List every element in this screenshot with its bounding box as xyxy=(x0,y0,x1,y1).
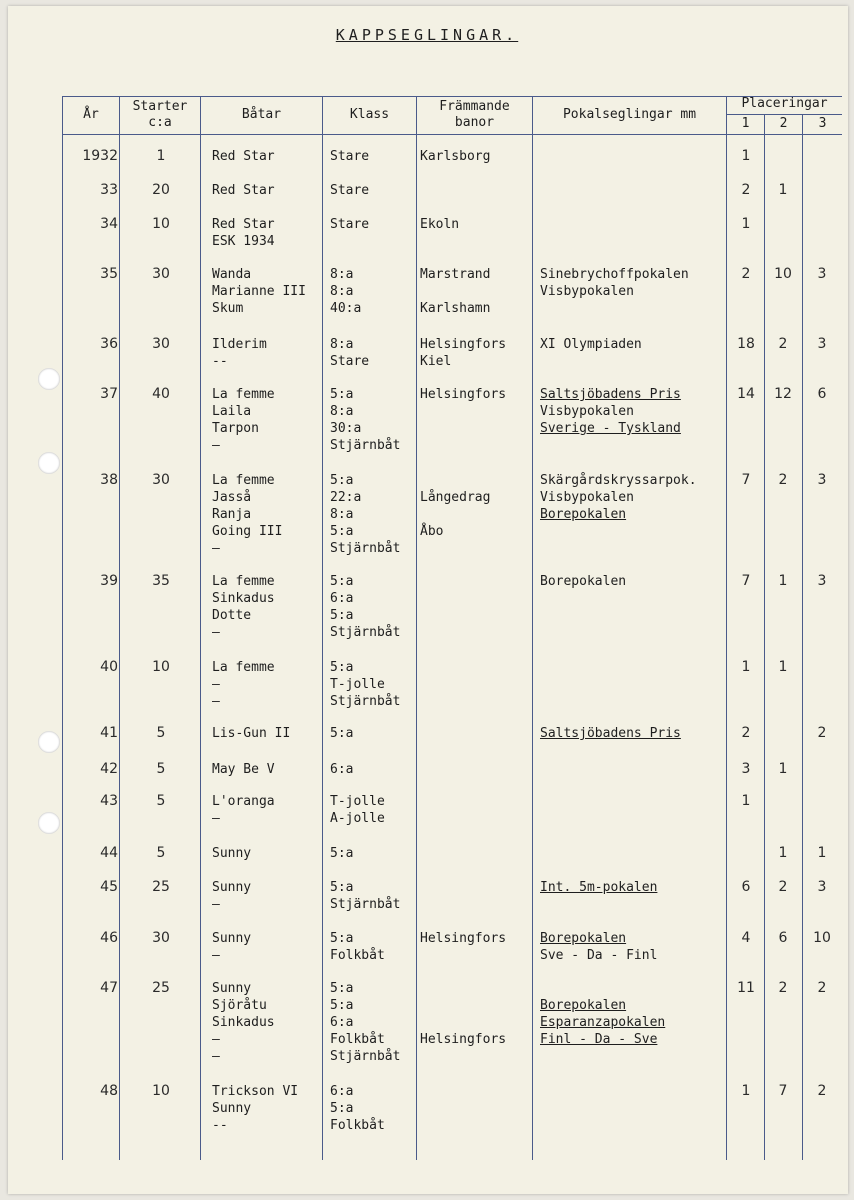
placing-1-cell: 7 xyxy=(741,472,751,488)
trophy-cell-line: Saltsjöbadens Pris xyxy=(540,387,681,402)
placing-1-cell: 7 xyxy=(741,573,751,589)
class-cell-line: Stare xyxy=(330,183,370,198)
placing-1-cell: 6 xyxy=(741,879,751,895)
placing-2-cell: 1 xyxy=(778,761,788,777)
starter-cell: 5 xyxy=(156,761,166,777)
foreign-course-cell xyxy=(420,216,530,233)
trophy-cell xyxy=(540,336,726,353)
placing-2-cell: 6 xyxy=(778,930,788,946)
boat-cell-line: — xyxy=(212,897,220,912)
boat-cell-line: — xyxy=(212,438,220,453)
year-cell: 37 xyxy=(100,386,118,402)
placing-1-cell: 2 xyxy=(741,182,751,198)
header-place-2: 2 xyxy=(779,116,788,131)
boat-cell-line: ESK 1934 xyxy=(212,234,275,249)
class-cell-line: 6:a xyxy=(330,1084,354,1099)
year-cell: 42 xyxy=(100,761,118,777)
header-place-1: 1 xyxy=(741,116,750,131)
boat-cell-line: Sunny xyxy=(212,846,252,861)
starter-cell: 30 xyxy=(152,472,170,488)
column-divider xyxy=(532,96,533,1160)
class-cell-line: 5:a xyxy=(330,473,354,488)
trophy-cell xyxy=(540,573,726,590)
boat-cell-line: Marianne III xyxy=(212,284,306,299)
foreign-course-cell xyxy=(420,980,530,1048)
trophy-cell-line: Skärgårdskryssarpok. xyxy=(540,473,697,488)
boat-cell xyxy=(212,336,322,370)
column-divider xyxy=(726,96,727,1160)
trophy-cell-line: Visbypokalen xyxy=(540,284,634,299)
class-cell-line: Stare xyxy=(330,149,370,164)
boat-cell-line: Sinkadus xyxy=(212,591,275,606)
class-cell xyxy=(330,1083,415,1134)
boat-cell-line: — xyxy=(212,625,220,640)
class-cell xyxy=(330,793,415,827)
boat-cell xyxy=(212,386,322,454)
class-cell-line: 5:a xyxy=(330,931,354,946)
year-cell: 43 xyxy=(100,793,118,809)
header-klass: Klass xyxy=(349,107,390,122)
boat-cell xyxy=(212,879,322,913)
class-cell-line: 5:a xyxy=(330,1101,354,1116)
trophy-cell-line xyxy=(540,980,726,997)
class-cell-line: Folkbåt xyxy=(330,1118,385,1133)
trophy-cell xyxy=(540,980,726,1048)
foreign-course-cell xyxy=(420,472,530,540)
boat-cell xyxy=(212,573,322,641)
placing-1-cell: 1 xyxy=(741,793,751,809)
class-cell-line: Stjärnbåt xyxy=(330,694,401,709)
placing-1-cell: 1 xyxy=(741,1083,751,1099)
class-cell xyxy=(330,472,415,557)
class-cell-line: 5:a xyxy=(330,726,354,741)
year-cell: 33 xyxy=(100,182,118,198)
boat-cell xyxy=(212,182,322,199)
placing-1-cell: 1 xyxy=(741,216,751,232)
boat-cell-line: Sjöråtu xyxy=(212,998,267,1013)
year-cell: 39 xyxy=(100,573,118,589)
placing-2-cell: 12 xyxy=(774,386,792,402)
boat-cell-line: Sunny xyxy=(212,931,252,946)
starter-cell: 40 xyxy=(152,386,170,402)
table-header-rule xyxy=(62,134,842,135)
trophy-cell xyxy=(540,725,726,742)
foreign-course-cell-line: Helsingfors xyxy=(420,387,507,402)
class-cell-line: 5:a xyxy=(330,660,354,675)
boat-cell xyxy=(212,725,322,742)
class-cell xyxy=(330,216,415,233)
trophy-cell-line: Borepokalen xyxy=(540,574,627,589)
class-cell xyxy=(330,573,415,641)
foreign-course-cell-line xyxy=(420,980,530,997)
starter-cell: 1 xyxy=(156,148,166,164)
trophy-cell-line: Borepokalen xyxy=(540,998,627,1013)
year-cell: 45 xyxy=(100,879,118,895)
binder-hole xyxy=(38,812,60,834)
class-cell-line: 22:a xyxy=(330,490,362,505)
placing-3-cell: 6 xyxy=(817,386,827,402)
placing-1-cell: 2 xyxy=(741,266,751,282)
foreign-course-cell-line: Långedrag xyxy=(420,490,491,505)
placing-3-cell: 1 xyxy=(817,845,827,861)
boat-cell-line: Jasså xyxy=(212,490,252,505)
class-cell-line: 5:a xyxy=(330,981,354,996)
placing-2-cell: 2 xyxy=(778,879,788,895)
placing-3-cell: 10 xyxy=(813,930,831,946)
boat-cell-line: Sinkadus xyxy=(212,1015,275,1030)
class-cell-line: 8:a xyxy=(330,404,354,419)
boat-cell xyxy=(212,266,322,317)
year-cell: 46 xyxy=(100,930,118,946)
foreign-course-cell-line: Karlsborg xyxy=(420,149,491,164)
boat-cell-line: Trickson VI xyxy=(212,1084,299,1099)
foreign-course-cell xyxy=(420,148,530,165)
boat-cell-line: Laila xyxy=(212,404,252,419)
class-cell-line: T-jolle xyxy=(330,794,385,809)
boat-cell-line: La femme xyxy=(212,660,275,675)
class-cell-line: 8:a xyxy=(330,284,354,299)
year-cell: 35 xyxy=(100,266,118,282)
placing-3-cell: 3 xyxy=(817,573,827,589)
trophy-cell xyxy=(540,266,726,300)
year-cell: 48 xyxy=(100,1083,118,1099)
year-cell: 47 xyxy=(100,980,118,996)
class-cell-line: 8:a xyxy=(330,267,354,282)
class-cell-line: Stjärnbåt xyxy=(330,897,401,912)
class-cell xyxy=(330,148,415,165)
foreign-course-cell-line: Åbo xyxy=(420,524,444,539)
placing-2-cell: 1 xyxy=(778,845,788,861)
class-cell xyxy=(330,266,415,317)
class-cell-line: Stjärnbåt xyxy=(330,625,401,640)
placing-2-cell: 1 xyxy=(778,659,788,675)
starter-cell: 25 xyxy=(152,879,170,895)
boat-cell-line: Lis-Gun II xyxy=(212,726,291,741)
placing-3-cell: 3 xyxy=(817,472,827,488)
trophy-cell-line: Int. 5m-pokalen xyxy=(540,880,658,895)
boat-cell xyxy=(212,930,322,964)
binder-hole xyxy=(38,368,60,390)
placing-1-cell: 4 xyxy=(741,930,751,946)
boat-cell-line: Ilderim xyxy=(212,337,267,352)
class-cell xyxy=(330,182,415,199)
placing-1-cell: 11 xyxy=(737,980,755,996)
header-pokalseglingar: Pokalseglingar mm xyxy=(562,107,697,122)
boat-cell-line: Wanda xyxy=(212,267,252,282)
column-divider xyxy=(416,96,417,1160)
placing-2-cell: 2 xyxy=(778,980,788,996)
class-cell-line: 6:a xyxy=(330,1015,354,1030)
foreign-course-cell-line xyxy=(420,1014,530,1031)
boat-cell-line: Sunny xyxy=(212,1101,252,1116)
boat-cell-line: L'oranga xyxy=(212,794,275,809)
boat-cell-line: — xyxy=(212,948,220,963)
placing-3-cell: 3 xyxy=(817,266,827,282)
year-cell: 41 xyxy=(100,725,118,741)
starter-cell: 35 xyxy=(152,573,170,589)
class-cell-line: 40:a xyxy=(330,301,362,316)
boat-cell-line: -- xyxy=(212,1118,228,1133)
starter-cell: 10 xyxy=(152,659,170,675)
foreign-course-cell-line xyxy=(420,997,530,1014)
placing-3-cell: 2 xyxy=(817,1083,827,1099)
class-cell-line: 5:a xyxy=(330,880,354,895)
class-cell xyxy=(330,761,415,778)
boat-cell xyxy=(212,980,322,1065)
year-cell: 44 xyxy=(100,845,118,861)
table-top-rule xyxy=(62,96,842,97)
header-place-3: 3 xyxy=(818,116,827,131)
binder-hole xyxy=(38,452,60,474)
boat-cell-line: Red Star xyxy=(212,217,275,232)
column-divider xyxy=(62,96,63,1160)
year-cell: 38 xyxy=(100,472,118,488)
foreign-course-cell-line: Ekoln xyxy=(420,217,460,232)
foreign-course-cell-line xyxy=(420,506,530,523)
trophy-cell-line: Sve - Da - Finl xyxy=(540,948,658,963)
year-cell: 40 xyxy=(100,659,118,675)
boat-cell xyxy=(212,1083,322,1134)
starter-cell: 30 xyxy=(152,930,170,946)
boat-cell-line: — xyxy=(212,541,220,556)
foreign-course-cell-line: Marstrand xyxy=(420,267,491,282)
boat-cell-line: Sunny xyxy=(212,981,252,996)
placing-3-cell: 3 xyxy=(817,879,827,895)
trophy-cell xyxy=(540,472,726,523)
class-cell-line: 5:a xyxy=(330,608,354,623)
foreign-course-cell-line: Helsingfors xyxy=(420,931,507,946)
class-cell-line: Folkbåt xyxy=(330,948,385,963)
class-cell-line: Stjärnbåt xyxy=(330,541,401,556)
class-cell-line: Stare xyxy=(330,217,370,232)
class-cell-line: 5:a xyxy=(330,574,354,589)
boat-cell-line: May Be V xyxy=(212,762,275,777)
class-cell-line: 6:a xyxy=(330,591,354,606)
boat-cell-line: Red Star xyxy=(212,149,275,164)
starter-cell: 10 xyxy=(152,1083,170,1099)
placing-1-cell: 2 xyxy=(741,725,751,741)
year-cell: 36 xyxy=(100,336,118,352)
boat-cell-line: Tarpon xyxy=(212,421,259,436)
header-frammande-banor: Främmande banor xyxy=(439,99,510,130)
class-cell-line: Stare xyxy=(330,354,370,369)
trophy-cell-line: Borepokalen xyxy=(540,931,627,946)
foreign-course-cell-line xyxy=(420,283,530,300)
foreign-course-cell-line: Helsingfors xyxy=(420,337,507,352)
header-starter: Starter c:a xyxy=(132,99,188,130)
foreign-course-cell-line: Karlshamn xyxy=(420,301,491,316)
placing-2-cell: 1 xyxy=(778,573,788,589)
boat-cell xyxy=(212,216,322,250)
boat-cell-line: La femme xyxy=(212,387,275,402)
starter-cell: 30 xyxy=(152,266,170,282)
foreign-course-cell-line: Kiel xyxy=(420,354,452,369)
placeringar-subrule xyxy=(726,114,842,115)
starter-cell: 20 xyxy=(152,182,170,198)
placing-2-cell: 2 xyxy=(778,472,788,488)
boat-cell-line: — xyxy=(212,1032,220,1047)
column-divider xyxy=(322,96,323,1160)
foreign-course-cell xyxy=(420,336,530,370)
placing-3-cell: 2 xyxy=(817,725,827,741)
page-title: KAPPSEGLINGAR. xyxy=(335,26,519,44)
placing-3-cell: 2 xyxy=(817,980,827,996)
class-cell xyxy=(330,725,415,742)
foreign-course-cell xyxy=(420,386,530,403)
boat-cell xyxy=(212,845,322,862)
boat-cell-line: La femme xyxy=(212,574,275,589)
foreign-course-cell-line xyxy=(420,472,530,489)
class-cell xyxy=(330,845,415,862)
header-placeringar: Placeringar xyxy=(741,96,828,111)
binder-hole xyxy=(38,731,60,753)
boat-cell xyxy=(212,761,322,778)
starter-cell: 25 xyxy=(152,980,170,996)
trophy-cell xyxy=(540,879,726,896)
placing-1-cell: 1 xyxy=(741,148,751,164)
starter-cell: 10 xyxy=(152,216,170,232)
boat-cell xyxy=(212,148,322,165)
placing-3-cell: 3 xyxy=(817,336,827,352)
year-cell: 34 xyxy=(100,216,118,232)
foreign-course-cell xyxy=(420,930,530,947)
class-cell xyxy=(330,659,415,710)
class-cell-line: 6:a xyxy=(330,762,354,777)
class-cell-line: 8:a xyxy=(330,337,354,352)
placing-2-cell: 2 xyxy=(778,336,788,352)
trophy-cell-line: Visbypokalen xyxy=(540,404,634,419)
class-cell-line: T-jolle xyxy=(330,677,385,692)
class-cell-line: A-jolle xyxy=(330,811,385,826)
placing-2-cell: 7 xyxy=(778,1083,788,1099)
class-cell xyxy=(330,386,415,454)
column-divider xyxy=(200,96,201,1160)
placing-1-cell: 3 xyxy=(741,761,751,777)
placing-2-cell: 1 xyxy=(778,182,788,198)
class-cell xyxy=(330,879,415,913)
trophy-cell-line: Esparanzapokalen xyxy=(540,1015,666,1030)
trophy-cell-line: XI Olympiaden xyxy=(540,337,642,352)
boat-cell-line: Going III xyxy=(212,524,283,539)
trophy-cell-line: Visbypokalen xyxy=(540,490,634,505)
boat-cell-line: -- xyxy=(212,354,228,369)
trophy-cell-line: Finl - Da - Sve xyxy=(540,1032,658,1047)
foreign-course-cell-line: Helsingfors xyxy=(420,1032,507,1047)
class-cell-line: 5:a xyxy=(330,387,354,402)
boat-cell-line: — xyxy=(212,1049,220,1064)
boat-cell-line: Skum xyxy=(212,301,244,316)
boat-cell-line: — xyxy=(212,811,220,826)
starter-cell: 5 xyxy=(156,845,166,861)
placing-1-cell: 18 xyxy=(737,336,755,352)
starter-cell: 5 xyxy=(156,793,166,809)
boat-cell-line: Dotte xyxy=(212,608,252,623)
boat-cell xyxy=(212,659,322,710)
trophy-cell-line: Sinebrychoffpokalen xyxy=(540,267,689,282)
column-divider xyxy=(119,96,120,1160)
trophy-cell xyxy=(540,930,726,964)
foreign-course-cell xyxy=(420,266,530,317)
class-cell xyxy=(330,930,415,964)
trophy-cell-line: Sverige - Tyskland xyxy=(540,421,681,436)
boat-cell-line: Red Star xyxy=(212,183,275,198)
header-ar: År xyxy=(83,107,99,122)
starter-cell: 5 xyxy=(156,725,166,741)
class-cell-line: 30:a xyxy=(330,421,362,436)
boat-cell xyxy=(212,793,322,827)
class-cell xyxy=(330,336,415,370)
class-cell-line: Folkbåt xyxy=(330,1032,385,1047)
class-cell-line: 5:a xyxy=(330,998,354,1013)
year-cell: 1932 xyxy=(82,148,118,164)
class-cell xyxy=(330,980,415,1065)
boat-cell xyxy=(212,472,322,557)
placing-1-cell: 1 xyxy=(741,659,751,675)
class-cell-line: 5:a xyxy=(330,846,354,861)
class-cell-line: 5:a xyxy=(330,524,354,539)
boat-cell-line: — xyxy=(212,694,220,709)
class-cell-line: Stjärnbåt xyxy=(330,438,401,453)
header-batar: Båtar xyxy=(241,107,282,122)
boat-cell-line: Sunny xyxy=(212,880,252,895)
starter-cell: 30 xyxy=(152,336,170,352)
boat-cell-line: Ranja xyxy=(212,507,252,522)
boat-cell-line: — xyxy=(212,677,220,692)
class-cell-line: Stjärnbåt xyxy=(330,1049,401,1064)
boat-cell-line: La femme xyxy=(212,473,275,488)
trophy-cell xyxy=(540,386,726,437)
placing-1-cell: 14 xyxy=(737,386,755,402)
class-cell-line: 8:a xyxy=(330,507,354,522)
placing-2-cell: 10 xyxy=(774,266,792,282)
trophy-cell-line: Borepokalen xyxy=(540,507,627,522)
trophy-cell-line: Saltsjöbadens Pris xyxy=(540,726,681,741)
